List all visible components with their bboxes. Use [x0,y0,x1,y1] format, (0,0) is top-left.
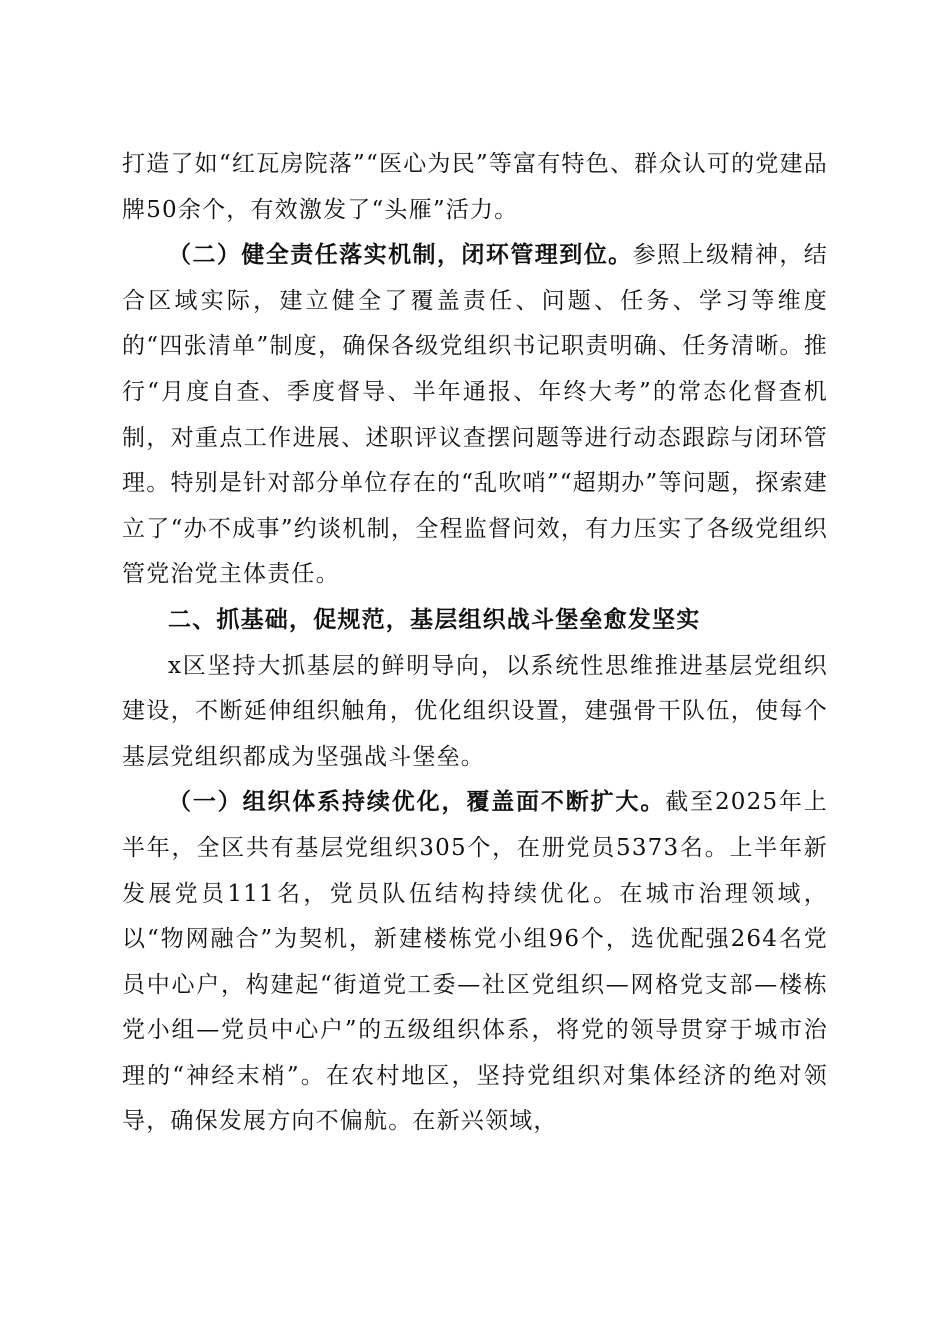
document-page [122,142,828,1145]
subheading-responsibility-mechanism: （二）健全责任落实机制，闭环管理到位。 [168,242,633,269]
paragraph-responsibility-mechanism [122,233,828,598]
paragraph-brand-results: 打造了如“红瓦房院落”“医心为民”等富有特色、群众认可的党建品牌50余个，有效激发了“头雁”活力。 [122,151,828,223]
paragraph-foundation-intro: x区坚持大抓基层的鲜明导向，以系统性思维推进基层党组织建设，不断延伸组织触角，优化组织设置，建强骨干队伍，使每个基层党组织都成为坚强战斗堡垒。 [122,652,828,770]
paragraph-responsibility-body: 参照上级精神，结合区域实际，建立健全了覆盖责任、问题、任务、学习等维度的“四张清单”制度，确保各级党组织书记职责明确、任务清晰。推行“月度自查、季度督导、半年通报、年终大考”的常态化督查机制，对重点工作进展、述职评议查摆问题等进行动态跟踪与闭环管理。特别是针对部分单位存在的“乱吹哨”“超期办”等问题，探索建立了“办不成事”约谈机制，全程监督问效，有力压实了各级党组织管党治党主体责任。 [122,242,828,588]
paragraph-organization-system [122,780,828,1145]
subheading-organization-system: （一）组织体系持续优化，覆盖面不断扩大。 [168,789,666,816]
section-heading-foundation: 二、抓基础，促规范，基层组织战斗堡垒愈发坚实 [168,606,701,633]
paragraph-organization-body: 截至2025年上半年，全区共有基层党组织305个，在册党员5373名。上半年新发展党员111名，党员队伍结构持续优化。在城市治理领域，以“物网融合”为契机，新建楼栋党小组96个，选优配强264名党员中心户，构建起“街道党工委—社区党组织—网格党支部—楼栋党小组—党员中心户”的五级组织体系，将党的领导贯穿于城市治理的“神经末梢”。在农村地区，坚持党组织对集体经济的绝对领导，确保发展方向不偏航。在新兴领域， [122,789,828,1135]
